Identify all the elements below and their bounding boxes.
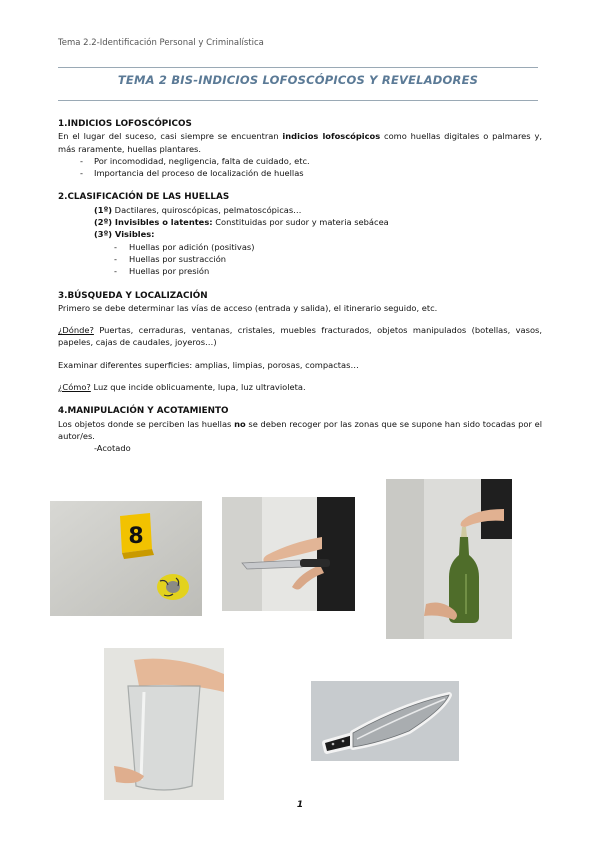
document-title: TEMA 2 BIS-INDICIOS LOFOSCÓPICOS Y REVELADORES [117, 73, 479, 87]
classification-3 [58, 228, 542, 240]
list-item: - Importancia del proceso de localización de huellas [80, 167, 542, 179]
title-rule-top [58, 67, 538, 68]
acotado-label: -Acotado [94, 443, 131, 454]
photo-knife [311, 681, 459, 761]
photo-knife-hands [222, 497, 355, 611]
text-run: Dactilares, quiroscópicas, pelmatoscópicas… [112, 204, 302, 215]
text-run: Los objetos donde se perciben las huellas [58, 418, 235, 429]
classification-1 [58, 204, 542, 216]
running-header: Tema 2.2-Identificación Personal y Criminalística [58, 38, 264, 48]
visible-types-list [58, 241, 542, 278]
text-run: Luz que incide oblicuamente, lupa, luz ultravioleta. [90, 382, 306, 393]
surfaces-paragraph: Examinar diferentes superficies: amplias, limpias, porosas, compactas… [58, 359, 359, 370]
knife-hands-illustration [222, 497, 355, 611]
glass-illustration [104, 648, 224, 800]
list-item: - Huellas por sustracción [114, 253, 542, 265]
photo-evidence-marker [50, 501, 202, 616]
bottle-hands-illustration [386, 479, 512, 639]
list-item: - Por incomodidad, negligencia, falta de cuidado, etc. [80, 155, 542, 167]
list-item: - Huellas por adición (positivas) [114, 241, 542, 253]
underlined-label: ¿Dónde? [58, 325, 94, 336]
bold-term: (3º) Visibles: [94, 229, 155, 240]
section-1-list [58, 155, 542, 180]
knife-illustration [311, 681, 459, 761]
bold-term: (1º) [94, 204, 113, 215]
photo-glass [104, 648, 224, 800]
section-3-intro: Primero se debe determinar las vías de acceso (entrada y salida), el itinerario seguido, etc. [58, 302, 438, 313]
section-1-heading: 1.INDICIOS LOFOSCÓPICOS [58, 119, 192, 129]
bold-term: indicios lofoscópicos [282, 131, 381, 142]
text-run: se deben recoger por las zonas que se supone han sido tocadas por el autor/es. [58, 418, 542, 441]
list-item: - Huellas por presión [114, 265, 542, 277]
marker-number: 8 [128, 524, 144, 549]
como-paragraph [58, 381, 542, 393]
document-body [58, 118, 542, 455]
section-4-paragraph [58, 418, 542, 443]
page-number: 1 [296, 800, 304, 810]
text-run: En el lugar del suceso, casi siempre se encuentran [58, 131, 283, 142]
section-1-paragraph [58, 130, 542, 155]
section-2-heading: 2.CLASIFICACIÓN DE LAS HUELLAS [58, 192, 230, 203]
text-run: Puertas, cerraduras, ventanas, cristales, muebles fracturados, objetos manipulados (botellas, vasos, papeles, cajas de caudales, joyeros…) [58, 325, 542, 348]
evidence-marker-illustration [50, 501, 202, 616]
underlined-label: ¿Cómo? [58, 382, 91, 393]
donde-paragraph [58, 324, 542, 349]
bold-term: (2º) Invisibles o latentes: [94, 217, 213, 228]
section-3-heading: 3.BÚSQUEDA Y LOCALIZACIÓN [58, 290, 208, 301]
title-rule-bottom [58, 100, 538, 101]
knife-handle [300, 559, 330, 567]
text-run: como huellas digitales o palmares y, más raramente, huellas plantares. [58, 131, 542, 154]
bold-term: no [234, 418, 246, 429]
text-run: Constituidas por sudor y materia sebácea [212, 217, 389, 228]
section-4-heading: 4.MANIPULACIÓN Y ACOTAMIENTO [58, 406, 229, 417]
photo-bottle-hands [386, 479, 512, 639]
classification-2 [58, 216, 542, 228]
